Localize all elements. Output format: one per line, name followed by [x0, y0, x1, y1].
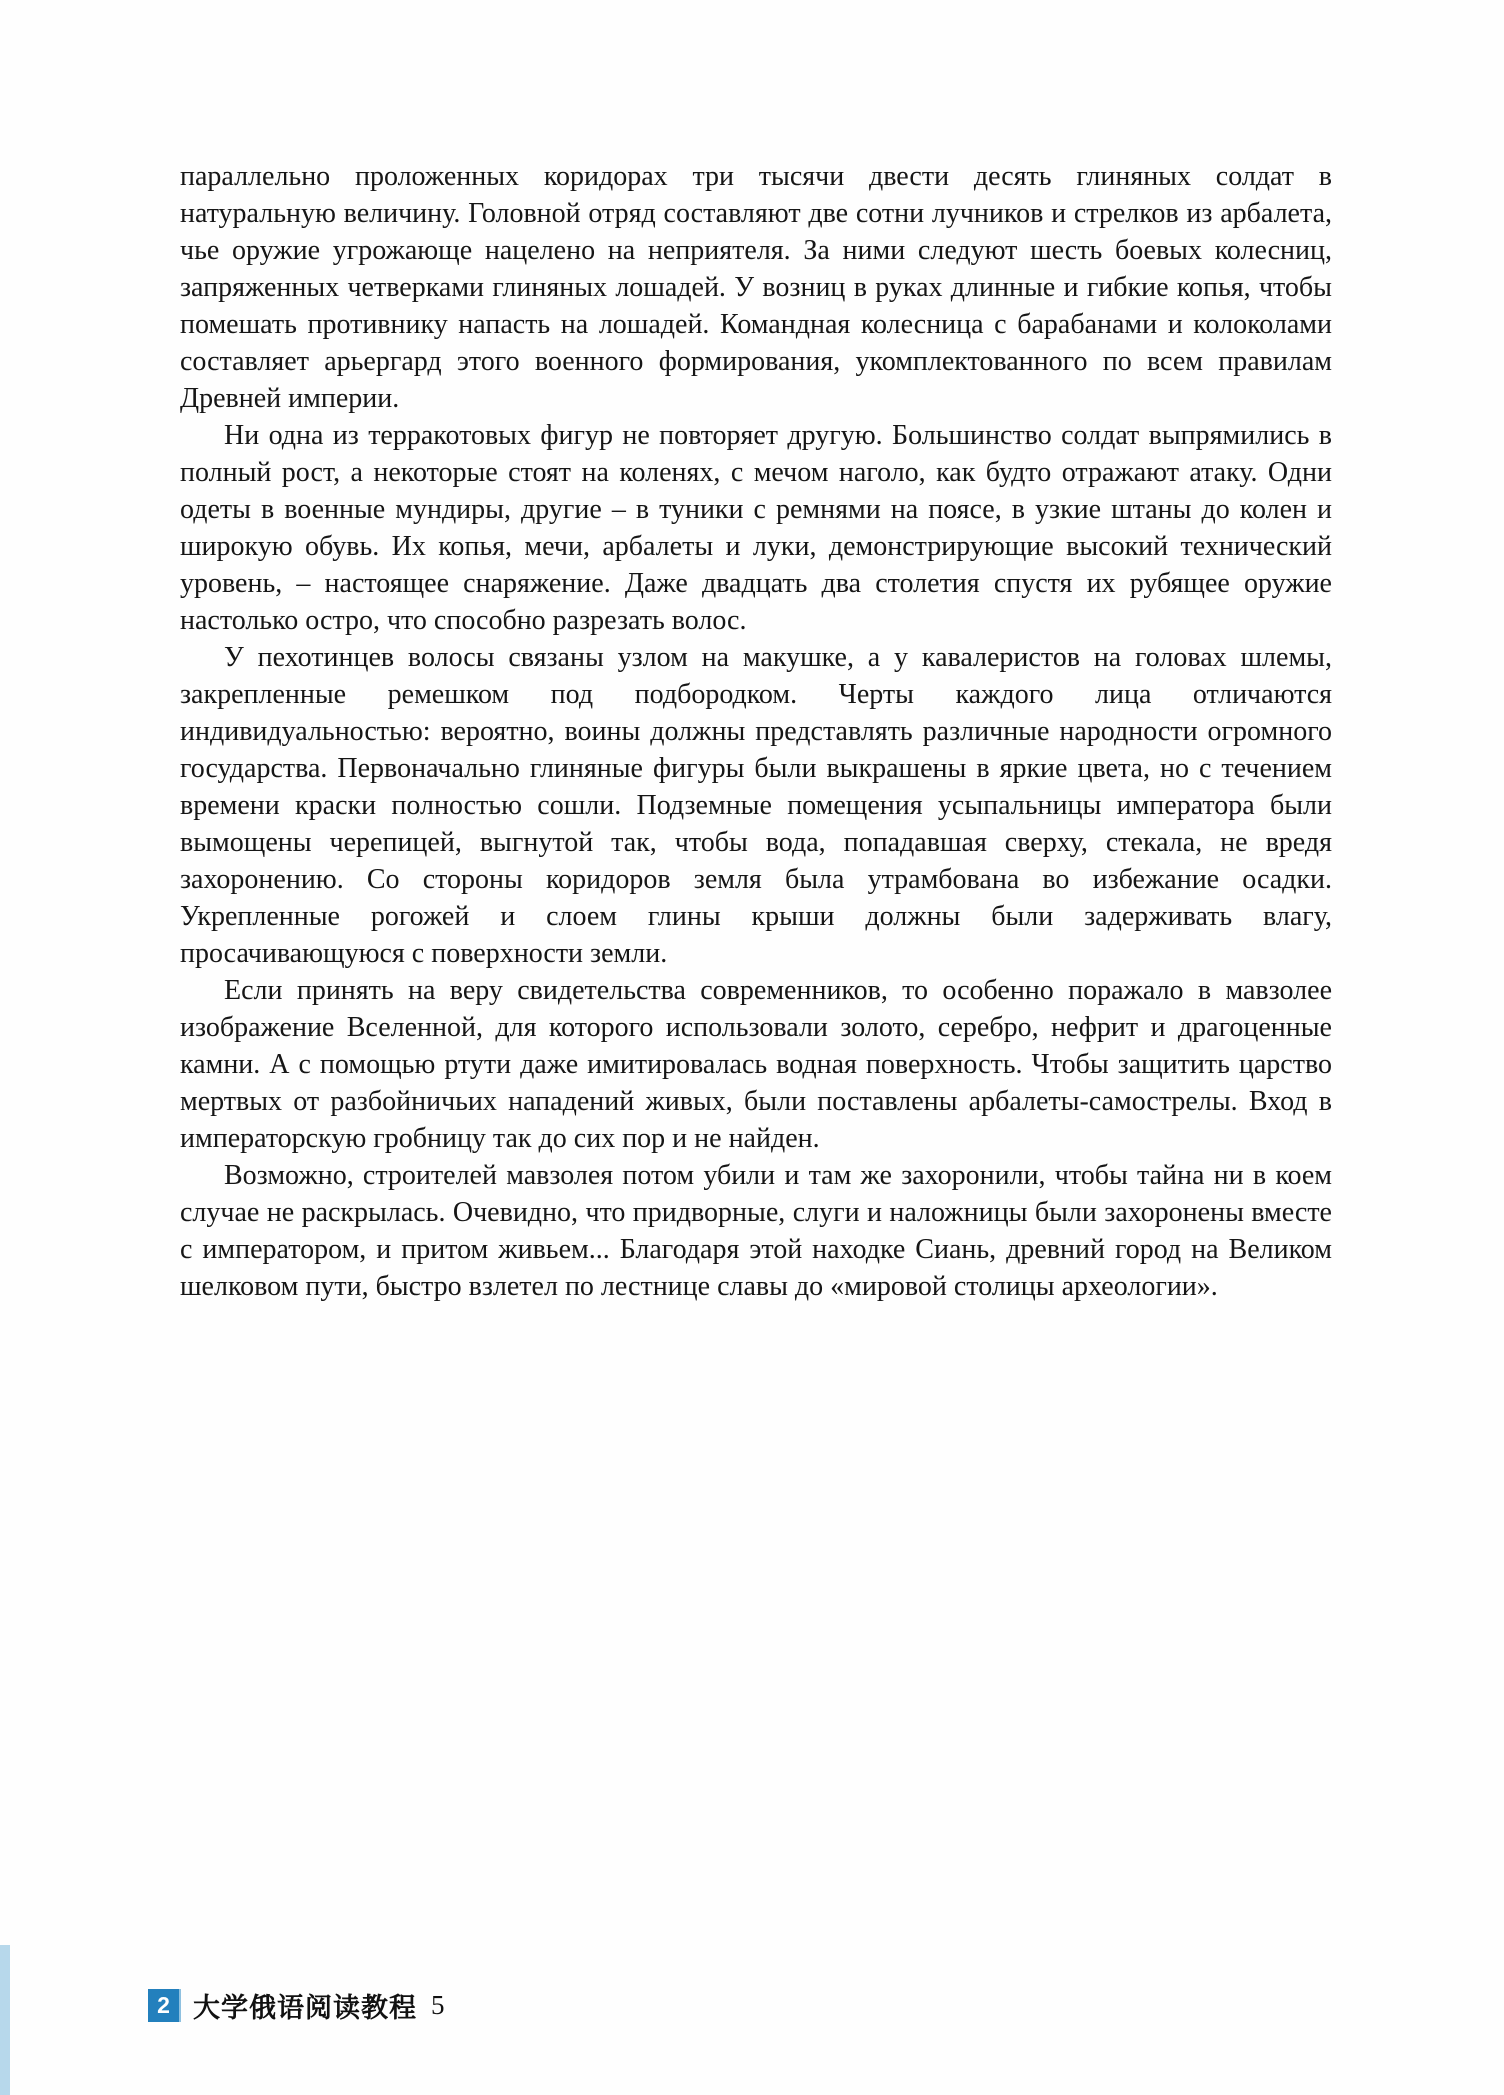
page-number-badge: 2 [148, 1989, 181, 2022]
paragraph-5: Возможно, строителей мавзолея потом убили и там же захоронили, чтобы тайна ни в коем случае не раскрылась. Очевидно, что придворные, слуги и наложницы были захоронены вместе с императором, и притом живьем... Благодаря этой находке Сиань, древний город на Великом шелковом пути, быстро взлетел по лестнице славы до «мировой столицы археологии». [180, 1160, 1332, 1302]
paragraph-3: У пехотинцев волосы связаны узлом на макушке, а у кавалеристов на головах шлемы, закрепленные ремешком под подбородком. Черты каждого лица отличаются индивидуальностью: вероятно, воины должны представлять различные народности огромного государства. Первоначально глиняные фигуры были выкрашены в яркие цвета, но с течением времени краски полностью сошли. Подземные помещения усыпальницы императора были вымощены черепицей, выгнутой так, чтобы вода, попадавшая сверху, стекала, не вредя захоронению. Со стороны коридоров земля была утрамбована во избежание осадки. Укрепленные рогожей и слоем глины крыши должны были задерживать влагу, просачивающуюся с поверхности земли. [180, 642, 1332, 969]
paragraph-1: параллельно проложенных коридорах три тысячи двести десять глиняных солдат в натуральную величину. Головной отряд составляют две сотни лучников и стрелков из арбалета, чье оружие угрожающе нацелено на неприятеля. За ними следуют шесть боевых колесниц, запряженных четверками глиняных лошадей. У возниц в руках длинные и гибкие копья, чтобы помешать противнику напасть на лошадей. Командная колесница с барабанами и колоколами составляет арьергард этого военного формирования, укомплектованного по всем правилам Древней империи. [180, 161, 1332, 414]
lesson-number: 5 [431, 1990, 445, 2020]
page-footer [148, 1986, 445, 2025]
paragraph-4: Если принять на веру свидетельства современников, то особенно поражало в мавзолее изображение Вселенной, для которого использовали золото, серебро, нефрит и драгоценные камни. А с помощью ртути даже имитировалась водная поверхность. Чтобы защитить царство мертвых от разбойничьих нападений живых, были поставлены арбалеты-самострелы. Вход в императорскую гробницу так до сих пор и не найден. [180, 975, 1332, 1154]
body-text [180, 158, 1332, 1305]
page-edge-bar [0, 1945, 10, 2095]
paragraph-2: Ни одна из терракотовых фигур не повторяет другую. Большинство солдат выпрямились в полный рост, а некоторые стоят на коленях, с мечом наголо, как будто отражают атаку. Одни одеты в военные мундиры, другие – в туники с ремнями на поясе, в узкие штаны до колен и широкую обувь. Их копья, мечи, арбалеты и луки, демонстрирующие высокий технический уровень, – настоящее снаряжение. Даже двадцать два столетия спустя их рубящее оружие настолько остро, что способно разрезать волос. [180, 420, 1332, 636]
book-title: 大学俄语阅读教程 [193, 1993, 417, 2024]
